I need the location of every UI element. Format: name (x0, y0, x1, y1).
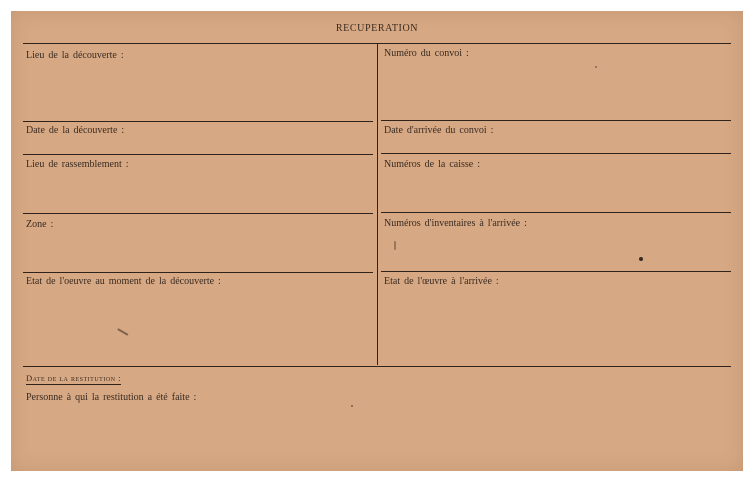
zone-label: Zone : (26, 219, 54, 230)
restitution-heading: Date de la restitution : (26, 373, 121, 383)
left-rule-3 (23, 213, 373, 214)
column-divider (377, 44, 378, 365)
restitution-rule (23, 366, 731, 367)
date-decouverte-label: Date de la découverte : (26, 125, 125, 136)
lieu-decouverte-label: Lieu de la découverte : (26, 50, 124, 61)
left-rule-1 (23, 121, 373, 122)
etat-decouverte-label: Etat de l'oeuvre au moment de la découverte : (26, 276, 221, 287)
recuperation-card (11, 11, 743, 471)
card-title: RECUPERATION (335, 23, 419, 34)
right-rule-3 (381, 212, 731, 213)
right-rule-4 (381, 271, 731, 272)
paper-speck (639, 257, 643, 261)
left-rule-2 (23, 154, 373, 155)
paper-speck (351, 405, 353, 407)
numeros-caisse-label: Numéros de la caisse : (384, 159, 480, 170)
right-rule-2 (381, 153, 731, 154)
paper-mark (394, 241, 396, 250)
date-arrivee-convoi-label: Date d'arrivée du convoi : (384, 125, 494, 136)
lieu-rassemblement-label: Lieu de rassemblement : (26, 159, 129, 170)
paper-speck (595, 66, 597, 68)
left-rule-4 (23, 272, 373, 273)
etat-arrivee-label: Etat de l'œuvre à l'arrivée : (384, 276, 499, 287)
personne-restitution-label: Personne à qui la restitution a été faite : (26, 392, 197, 403)
paper-mark (117, 328, 128, 335)
right-rule-1 (381, 120, 731, 121)
numeros-inventaires-label: Numéros d'inventaires à l'arrivée : (384, 218, 527, 229)
numero-convoi-label: Numéro du convoi : (384, 48, 469, 59)
